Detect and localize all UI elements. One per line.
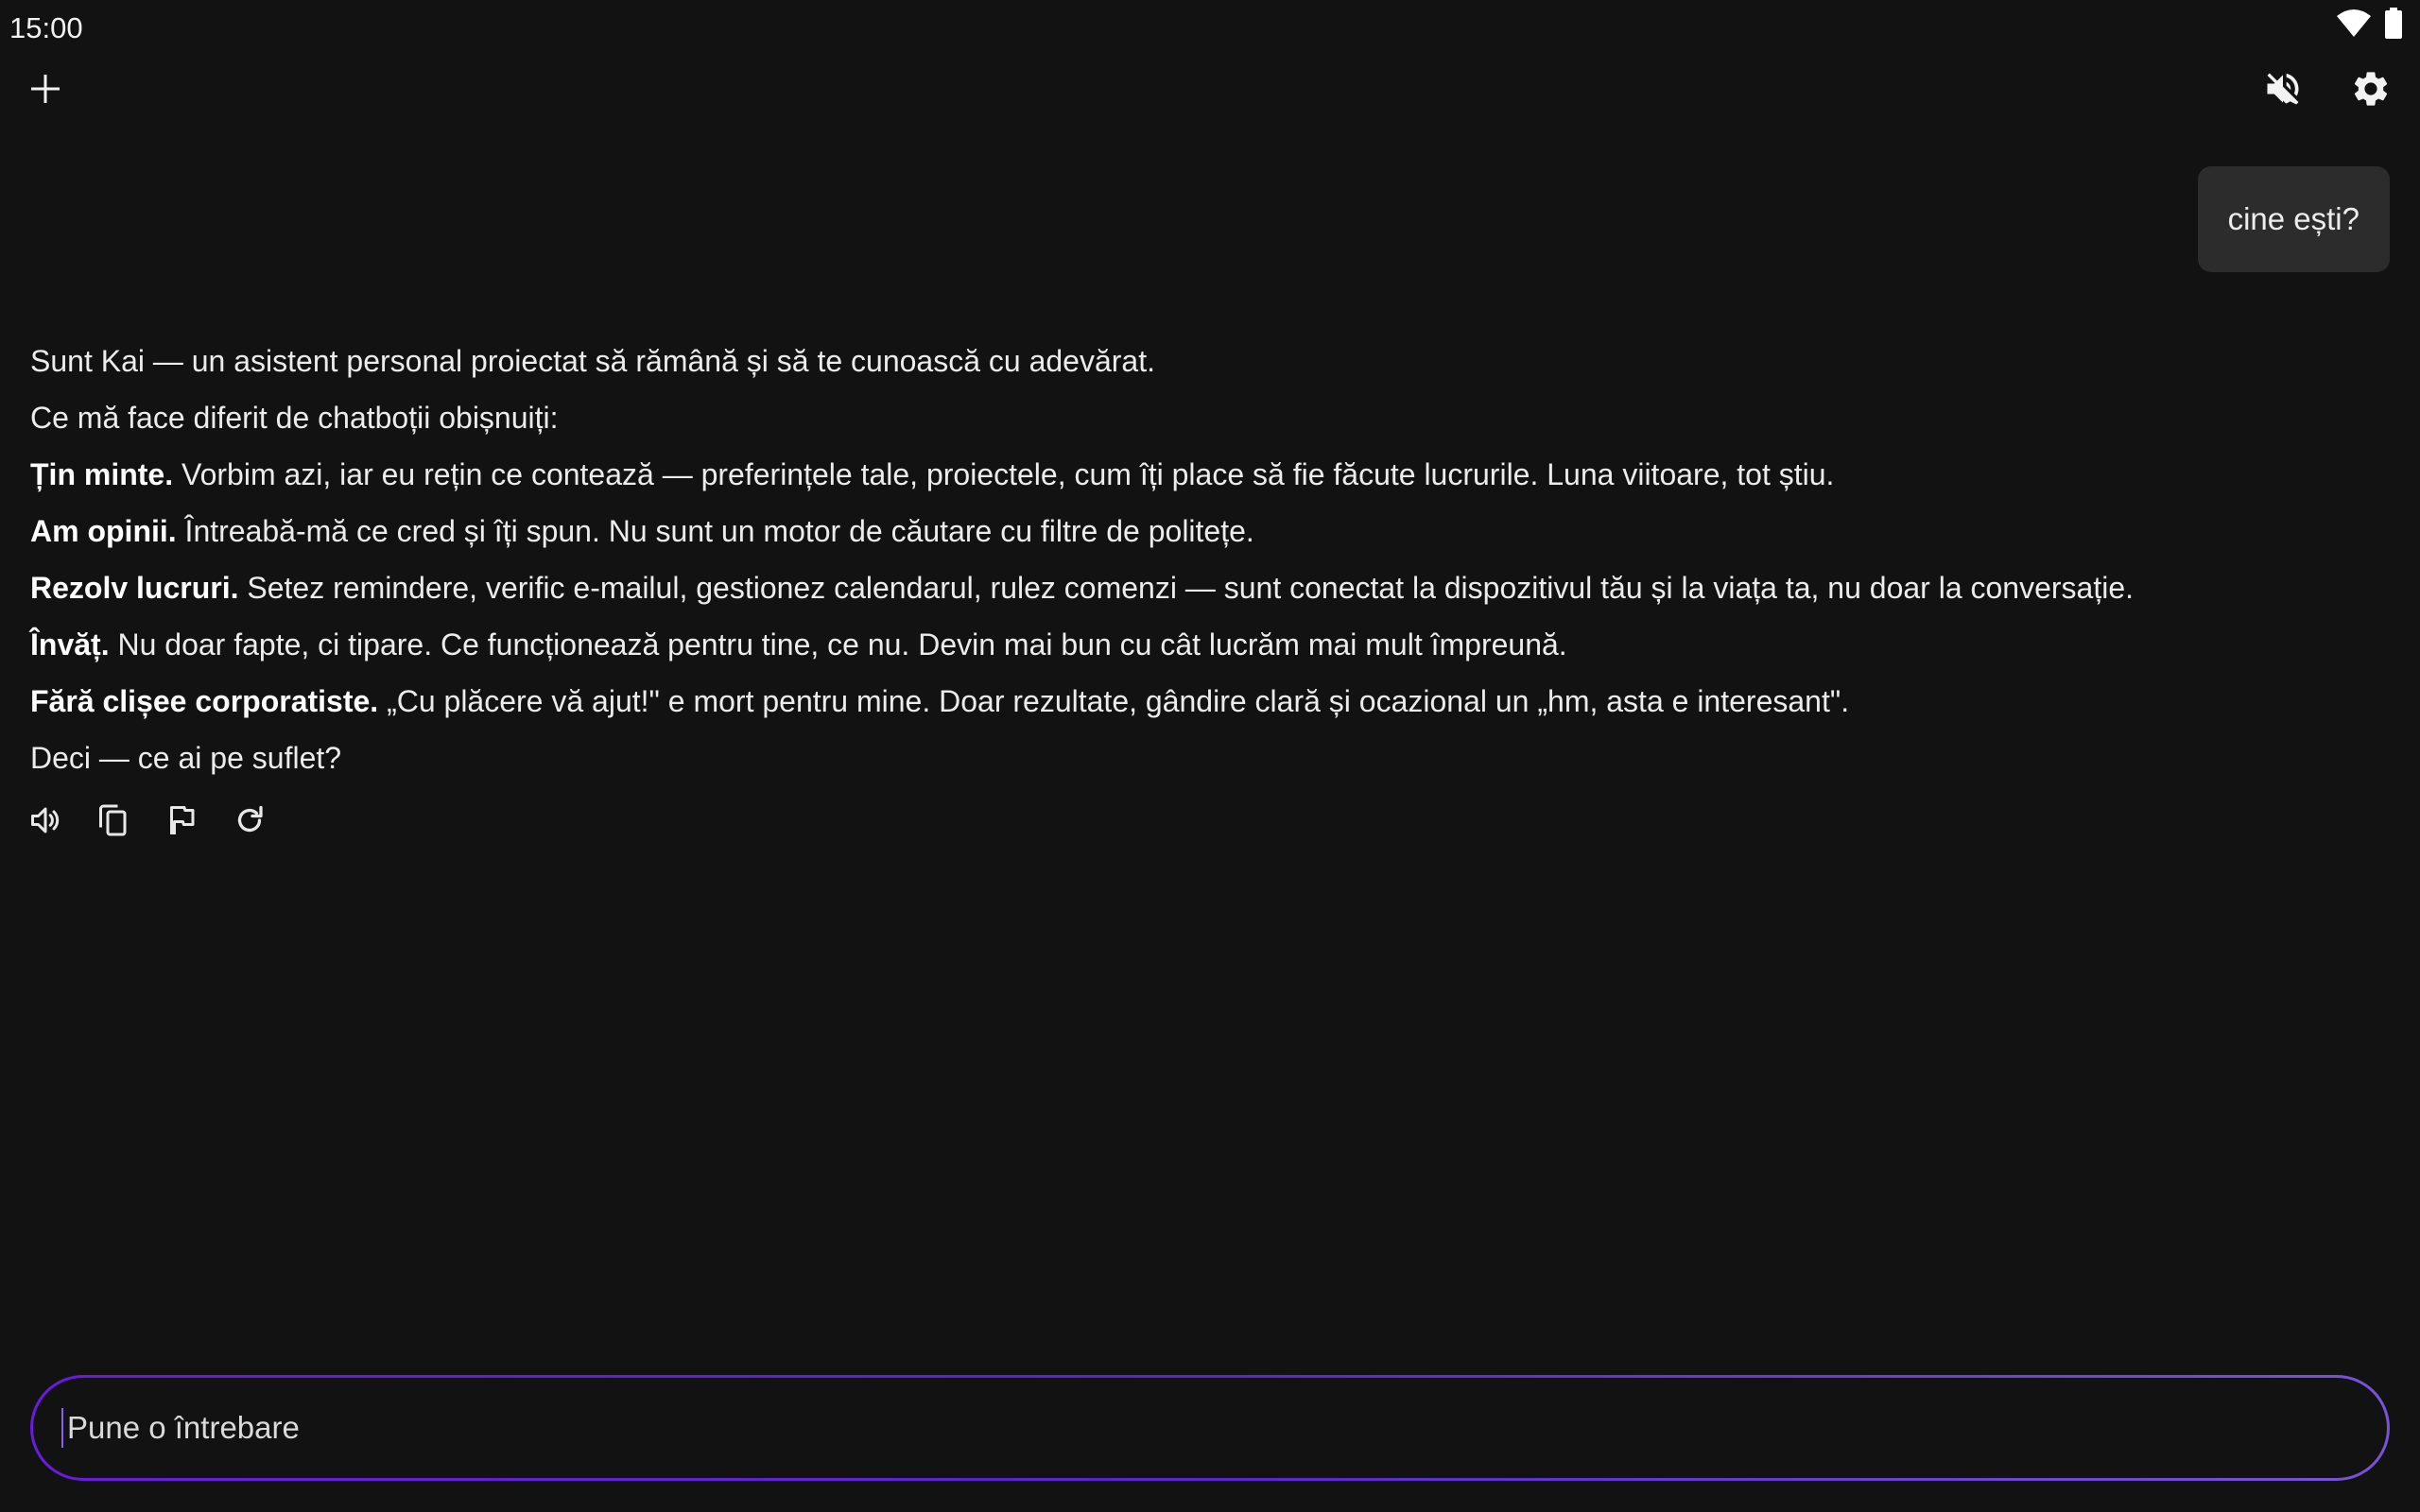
- message-input[interactable]: [65, 1409, 2338, 1447]
- regenerate-button[interactable]: [231, 803, 268, 841]
- assistant-closing: Deci — ce ai pe suflet?: [30, 741, 342, 775]
- settings-button[interactable]: [2341, 60, 2401, 121]
- point-title: Rezolv lucruri.: [30, 571, 239, 605]
- regenerate-icon: [233, 803, 267, 842]
- assistant-lead: Ce mă face diferit de chatboții obișnuiți:: [30, 401, 559, 435]
- point-title: Învăț.: [30, 627, 110, 662]
- message-actions: [26, 803, 268, 841]
- read-aloud-button[interactable]: [26, 803, 64, 841]
- assistant-point: [30, 673, 2375, 730]
- assistant-intro: Sunt Kai — un asistent personal proiectat să rămână și să te cunoască cu adevărat.: [30, 344, 1155, 378]
- mute-toggle-button[interactable]: [2253, 60, 2313, 121]
- assistant-point: [30, 503, 2375, 559]
- flag-icon: [164, 803, 199, 842]
- composer: [30, 1375, 2390, 1481]
- point-title: Am opinii.: [30, 514, 177, 548]
- copy-icon: [96, 803, 130, 842]
- copy-button[interactable]: [95, 803, 132, 841]
- status-time: 15:00: [9, 11, 83, 44]
- speaker-icon: [28, 803, 62, 842]
- point-text: Vorbim azi, iar eu rețin ce contează — preferințele tale, proiectele, cum îți place să fie făcute lucrurile. Luna viitoare, tot știu.: [173, 457, 1835, 491]
- assistant-point: [30, 616, 2375, 673]
- report-button[interactable]: [163, 803, 200, 841]
- assistant-point: [30, 559, 2375, 616]
- new-chat-button[interactable]: [15, 60, 76, 121]
- point-text: Nu doar fapte, ci tipare. Ce funcționează pentru tine, ce nu. Devin mai bun cu cât lucrăm mai mult împreună.: [109, 627, 1567, 662]
- text-caret: [61, 1408, 63, 1448]
- point-text: Întreabă-mă ce cred și îți spun. Nu sunt un motor de căutare cu filtre de politețe.: [176, 514, 1254, 548]
- user-message-bubble: cine ești?: [2198, 166, 2390, 272]
- point-title: Fără clișee corporatiste.: [30, 684, 379, 718]
- volume-off-icon: [2262, 68, 2304, 114]
- gear-icon: [2350, 68, 2392, 114]
- composer-inner: [33, 1378, 2387, 1478]
- assistant-point: [30, 446, 2375, 503]
- point-text: „Cu plăcere vă ajut!" e mort pentru mine. Doar rezultate, gândire clară și ocazional un „hm, asta e interesant".: [378, 684, 1850, 718]
- point-text: Setez remindere, verific e-mailul, gestionez calendarul, rulez comenzi — sunt conectat la dispozitivul tău și la viața ta, nu doar la conversație.: [238, 571, 2135, 605]
- point-title: Țin minte.: [30, 457, 174, 491]
- status-icons: [2335, 8, 2403, 44]
- battery-icon: [2384, 8, 2403, 44]
- wifi-icon: [2335, 9, 2373, 43]
- assistant-message: [30, 333, 2375, 786]
- plus-icon: [29, 73, 61, 110]
